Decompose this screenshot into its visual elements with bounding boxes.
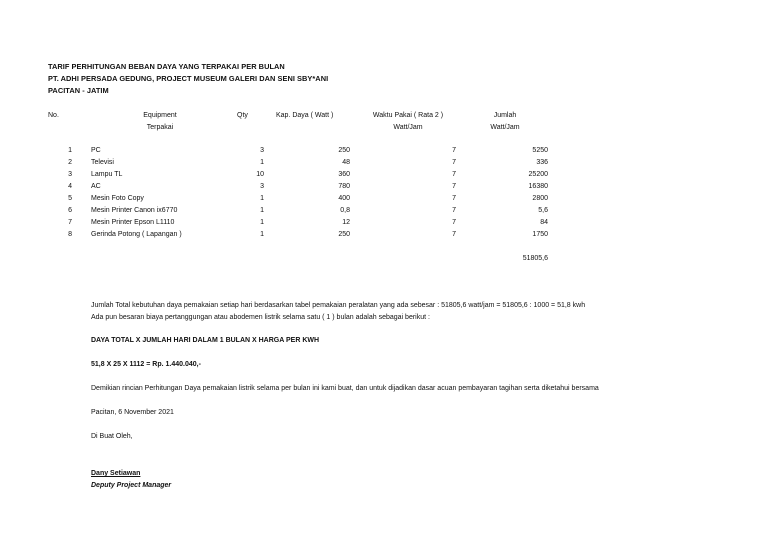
row-jumlah: 84: [540, 219, 548, 226]
row-jumlah: 16380: [528, 183, 548, 190]
formula-line: DAYA TOTAL X JUMLAH HARI DALAM 1 BULAN X HARGA PER KWH: [91, 337, 320, 344]
row-no: 4: [68, 183, 72, 190]
row-qty: 10: [256, 171, 264, 178]
paragraph-total-kebutuhan: Jumlah Total kebutuhan daya pemakaian setiap hari berdasarkan tabel pemakaian peralatan yang ada sebesar : 51805,6 watt/jam = 51805,6 : 1000 = 51,8 kwh: [91, 302, 586, 309]
row-kap-daya: 400: [338, 195, 350, 202]
row-jumlah: 25200: [528, 171, 548, 178]
col-header-no: No.: [48, 112, 59, 119]
row-qty: 1: [260, 195, 264, 202]
row-no: 1: [68, 147, 72, 154]
col-header-qty: Qty: [237, 112, 248, 119]
row-jumlah: 1750: [532, 231, 548, 238]
row-waktu: 7: [452, 207, 456, 214]
table-total: 51805,6: [522, 255, 548, 262]
row-equipment: AC: [91, 183, 101, 190]
signature-title: Deputy Project Manager: [91, 482, 172, 489]
row-waktu: 7: [452, 183, 456, 190]
date-line: Pacitan, 6 November 2021: [91, 409, 174, 416]
paragraph-biaya: Ada pun besaran biaya pertanggungan atau abodemen listrik selama satu ( 1 ) bulan adalah sebagai berikut :: [91, 314, 430, 321]
row-no: 8: [68, 231, 72, 238]
row-equipment: Mesin Foto Copy: [91, 195, 144, 202]
row-qty: 1: [260, 231, 264, 238]
row-equipment: Lampu TL: [91, 171, 123, 178]
row-qty: 3: [260, 147, 264, 154]
row-jumlah: 2800: [532, 195, 548, 202]
row-equipment: PC: [91, 147, 101, 154]
col-header-equipment-line2: Terpakai: [146, 124, 174, 131]
col-header-waktu-pakai-line2: Watt/Jam: [393, 124, 423, 131]
row-kap-daya: 780: [338, 183, 350, 190]
col-header-equipment: Equipment: [143, 112, 177, 119]
header-line-1: TARIF PERHITUNGAN BEBAN DAYA YANG TERPAKAI PER BULAN: [48, 62, 285, 71]
made-by-line: Di Buat Oleh,: [91, 433, 133, 440]
col-header-waktu-pakai: Waktu Pakai ( Rata 2 ): [372, 112, 444, 119]
header-line-3: PACITAN - JATIM: [48, 86, 109, 95]
row-no: 6: [68, 207, 72, 214]
row-qty: 1: [260, 207, 264, 214]
row-jumlah: 5250: [532, 147, 548, 154]
row-jumlah: 336: [536, 159, 548, 166]
row-kap-daya: 12: [342, 219, 350, 226]
row-no: 2: [68, 159, 72, 166]
row-waktu: 7: [452, 147, 456, 154]
row-equipment: Televisi: [91, 159, 114, 166]
row-waktu: 7: [452, 231, 456, 238]
col-header-jumlah: Jumlah: [493, 112, 517, 119]
row-equipment: Mesin Printer Canon ix6770: [91, 207, 178, 214]
signature-name: Dany Setiawan: [91, 470, 141, 477]
row-kap-daya: 48: [342, 159, 350, 166]
header-line-2: PT. ADHI PERSADA GEDUNG, PROJECT MUSEUM GALERI DAN SENI SBY*ANI: [48, 74, 329, 83]
row-no: 7: [68, 219, 72, 226]
row-kap-daya: 250: [338, 147, 350, 154]
row-jumlah: 5,6: [538, 207, 548, 214]
row-waktu: 7: [452, 219, 456, 226]
row-no: 5: [68, 195, 72, 202]
row-waktu: 7: [452, 171, 456, 178]
row-waktu: 7: [452, 159, 456, 166]
row-kap-daya: 0,8: [340, 207, 350, 214]
row-qty: 1: [260, 219, 264, 226]
row-qty: 3: [260, 183, 264, 190]
row-kap-daya: 360: [338, 171, 350, 178]
row-qty: 1: [260, 159, 264, 166]
row-equipment: Mesin Printer Epson L1110: [91, 219, 175, 226]
row-no: 3: [68, 171, 72, 178]
col-header-kap-daya: Kap. Daya ( Watt ): [276, 112, 334, 119]
row-equipment: Gerinda Potong ( Lapangan ): [91, 231, 182, 238]
closing-paragraph: Demikian rincian Perhitungan Daya pemakaian listrik selama per bulan ini kami buat, dan untuk dijadikan dasar acuan pembayaran tagihan serta diketahui bersama: [91, 385, 599, 392]
row-kap-daya: 250: [338, 231, 350, 238]
row-waktu: 7: [452, 195, 456, 202]
calculation-line: 51,8 X 25 X 1112 = Rp. 1.440.040,-: [91, 361, 201, 368]
col-header-jumlah-line2: Watt/Jam: [490, 124, 520, 131]
